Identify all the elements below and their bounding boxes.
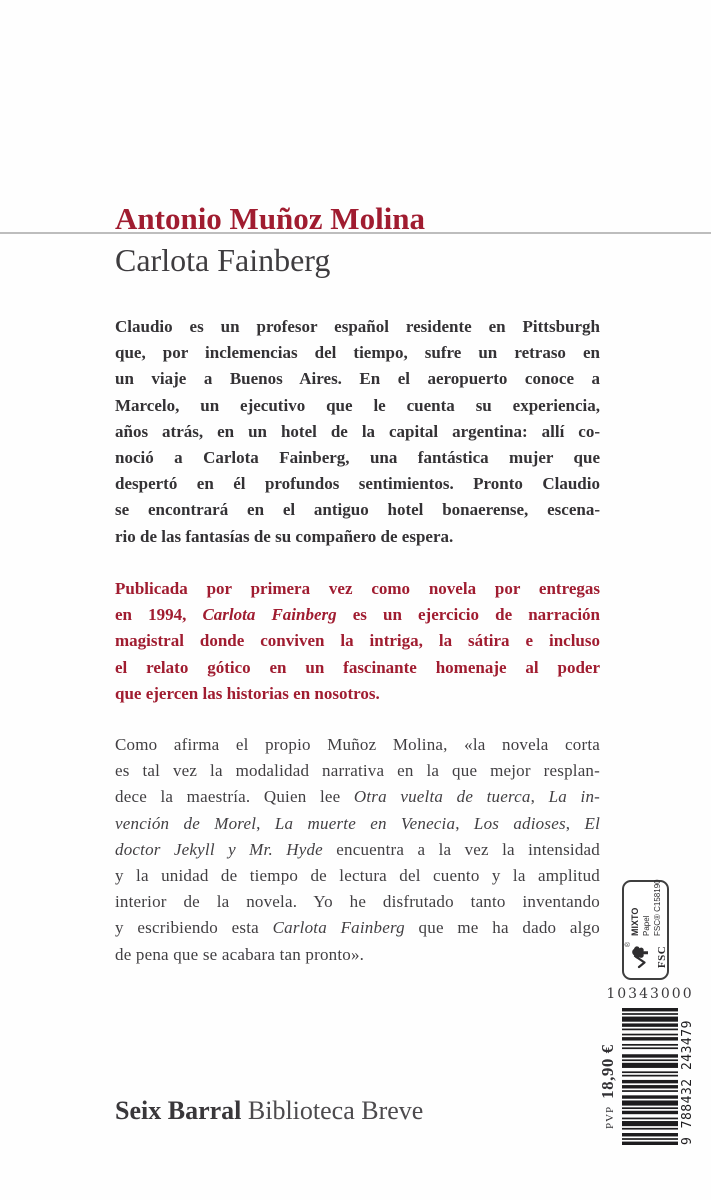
barcode-bars (622, 1008, 678, 1145)
fsc-wordmark: FSC (655, 945, 668, 969)
fsc-logo (626, 941, 666, 973)
fsc-license-code: FSC® C158190 (652, 879, 662, 936)
barcode-block (598, 1008, 701, 1145)
barcode-number: 9 788432 243479 (680, 1020, 695, 1145)
author-name: Antonio Muñoz Molina (115, 201, 426, 236)
highlight-paragraph: Publicada por primera vez como novela por entregas en 1994, Carlota Fainberg es un ejercicio de narración magistral donde conviven la intriga, la sátira e incluso el relato gótico en un fascinante homenaje al poder que ejercen las historias en nosotros. (115, 579, 600, 703)
registered-trademark-mark: ® (624, 942, 632, 948)
price-label: PVP (604, 1105, 616, 1129)
book-title: Carlota Fainberg (115, 242, 331, 278)
collection-name: Biblioteca Breve (247, 1096, 424, 1125)
fsc-material: Papel (641, 915, 651, 936)
price-value: 18,90 € (598, 1044, 617, 1099)
quote-paragraph: Como afirma el propio Muñoz Molina, «la novela corta es tal vez la modalidad narrativa en la que mejor resplan- dece la maestría. Quien lee Otra vuelta de tuerca, La in- vención de Morel, La muerte en Venecia, Los adioses, El doctor Jekyll y Mr. Hyde encuentra a la vez la intensidad y la unidad de tiempo de lectura del cuento y la amplitud interior de la novela. Yo he disfrutado tanto inventando y escribiendo esta Carlota Fainberg que me ha dado algo de pena que se acabara tan pronto». (115, 735, 601, 964)
synopsis-paragraph: Claudio es un profesor español residente en Pittsburgh que, por inclemencias del tiempo, sufre un retraso en un viaje a Buenos Aires. En el aeropuerto conoce a Marcelo, un ejecutivo que le cuenta su experiencia, años atrás, en un hotel de la capital argentina: allí co- noció a Carlota Fainberg, una fantástica mujer que despertó en él profundos sentimientos. Pronto Claudio se encontrará en el antiguo hotel bonaerense, escena- rio de las fantasías de su compañero de espera. (115, 317, 600, 546)
publisher-logo (115, 1096, 423, 1126)
publisher-name: Seix Barral (115, 1096, 242, 1125)
fsc-label (622, 880, 669, 980)
price (598, 1008, 622, 1145)
fsc-cert-type: MIXTO (629, 907, 640, 936)
fsc-tree-check-icon (626, 945, 652, 969)
item-number: 10343000 (606, 986, 694, 1002)
